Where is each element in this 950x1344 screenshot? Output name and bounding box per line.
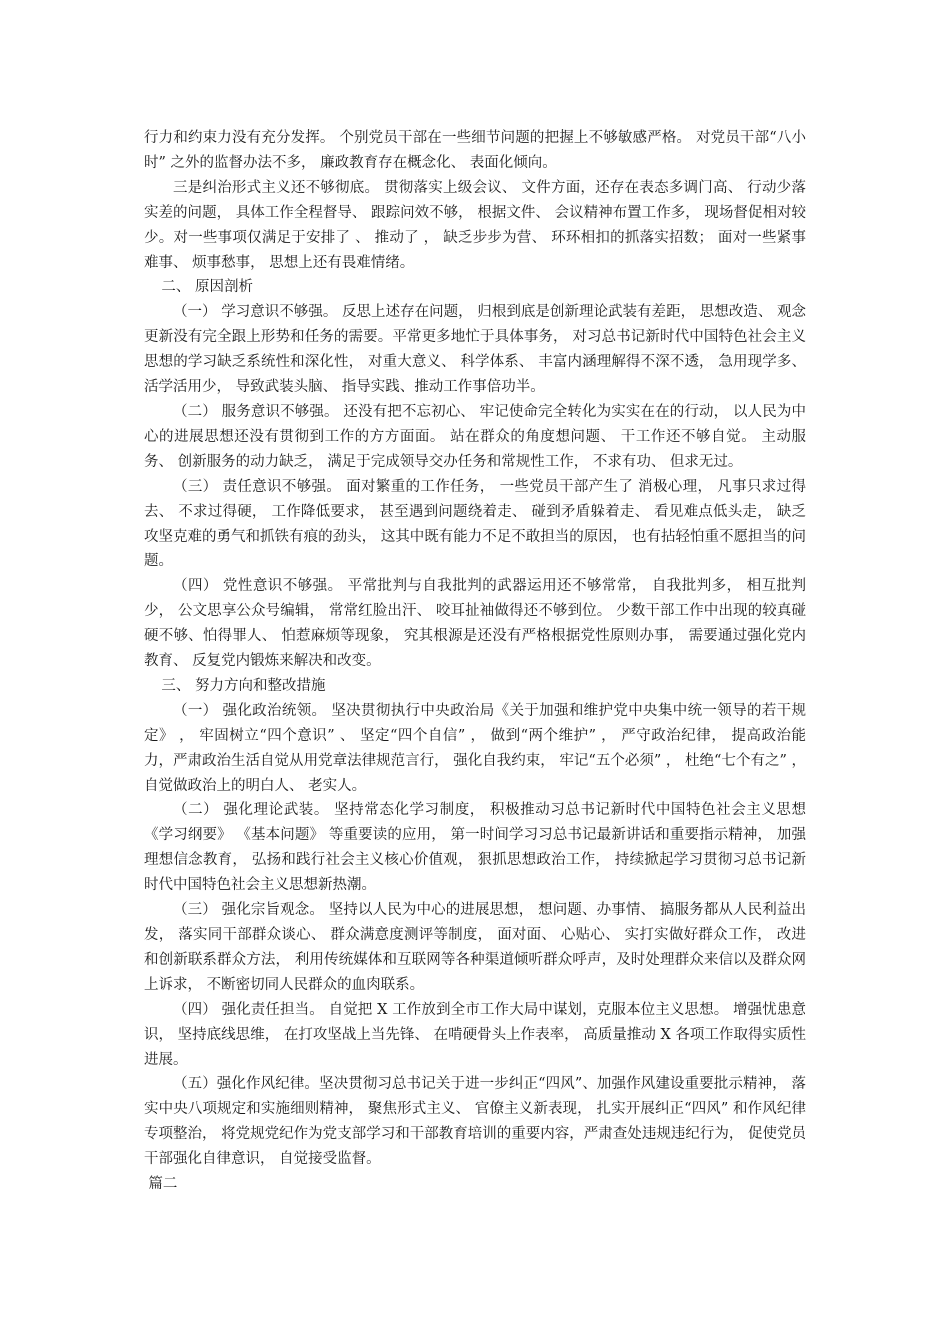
next-part-label: 篇二 xyxy=(148,1176,178,1193)
intro-continuation: 行力和约束力没有充分发挥。 个别党员干部在一些细节问题的把握上不够敏感严格。 对党员干部“八小时” 之外的监督办法不多， 廉政教育存在概念化、 表面化倾向。 xyxy=(144,130,806,171)
measure-paragraph-5: （五）强化作风纪律。坚决贯彻习总书记关于进一步纠正“四风”、加强作风建设重要批示精神， 落实中央八项规定和实施细则精神， 聚焦形式主义、 官僚主义新表现， 扎实开展纠正“四风” 和作风纪律专项整治， 将党规党纪作为党支部学习和干部教育培训的重要内容，严肃查处违规违纪行为， 促使党员干部强化自律意识， 自觉接受监督。 xyxy=(144,1076,806,1168)
cause-paragraph-3: （三） 责任意识不够强。 面对繁重的工作任务， 一些党员干部产生了 消极心理， 凡事只求过得去、 不求过得硬， 工作降低要求， 甚至遇到问题绕着走、 碰到矛盾躲着走、 看见难点低头走， 缺乏攻坚克难的勇气和抓铁有痕的劲头， 这其中既有能力不足不敢担当的原因， 也有拈轻怕重不愿担当的问题。 xyxy=(144,478,806,570)
point-three-paragraph: 三是纠治形式主义还不够彻底。 贯彻落实上级会议、 文件方面，还存在表态多调门高、 行动少落实差的问题， 具体工作全程督导、 跟踪问效不够， 根据文件、 会议精神布置工作多， 现场督促相对较少。对一些事项仅满足于安排了 、 推动了 ， 缺乏步步为营、 环环相扣的抓落实招数； 面对一些紧事难事、 烦事愁事， 思想上还有畏难情绪。 xyxy=(144,179,806,271)
cause-paragraph-2: （二） 服务意识不够强。 还没有把不忘初心、 牢记使命完全转化为实实在在的行动， 以人民为中心的进展思想还没有贯彻到工作的方方面面。 站在群众的角度想问题、 干工作还不够自觉。 主动服务、 创新服务的动力缺乏， 满足于完成领导交办任务和常规性工作， 不求有功、 但求无过。 xyxy=(144,403,806,470)
cause-paragraph-1: （一） 学习意识不够强。 反思上述存在问题， 归根到底是创新理论武装有差距， 思想改造、 观念更新没有完全跟上形势和任务的需要。平常更多地忙于具体事务， 对习总书记新时代中国特色社会主义思想的学习缺乏系统性和深化性， 对重大意义、 科学体系、 丰富内涵理解得不深不透， 急用现学多、 活学活用少， 导致武装头脑、 指导实践、推动工作事倍功半。 xyxy=(144,304,806,396)
section-two-heading: 二、 原因剖析 xyxy=(161,279,253,296)
measure-paragraph-3: （三） 强化宗旨观念。 坚持以人民为中心的进展思想， 想问题、办事情、 搞服务都从人民利益出发， 落实同干部群众谈心、 群众满意度测评等制度， 面对面、 心贴心、 实打实做好群众工作， 改进和创新联系群众方法， 利用传统媒体和互联网等各种渠道倾听群众呼声，及时处理群众来信以及群众网上诉求， 不断密切同人民群众的血肉联系。 xyxy=(144,902,806,993)
measure-paragraph-2: （二） 强化理论武装。 坚持常态化学习制度， 积极推动习总书记新时代中国特色社会主义思想《学习纲要》 《基本问题》 等重要读的应用， 第一时间学习习总书记最新讲话和重要指示精神， 加强理想信念教育， 弘扬和践行社会主义核心价值观， 狠抓思想政治工作， 持续掀起学习贯彻习总书记新时代中国特色社会主义思想新热潮。 xyxy=(144,802,806,894)
measure-paragraph-1: （一） 强化政治统领。 坚决贯彻执行中央政治局《关于加强和维护党中央集中统一领导的若干规定》 ， 牢固树立“四个意识” 、 坚定“四个自信” ， 做到“两个维护” ， 严守政治纪律， 提高政治能力，严肃政治生活自觉从用党章法律规范言行， 强化自我约束， 牢记“五个必须” ， 杜绝“七个有之” ， 自觉做政治上的明白人、 老实人。 xyxy=(144,702,806,794)
measure-paragraph-4: （四） 强化责任担当。 自觉把 X 工作放到全市工作大局中谋划，克服本位主义思想。 增强忧患意识， 坚持底线思维， 在打攻坚战上当先锋、 在啃硬骨头上作表率， 高质量推动 X 各项工作取得实质性进展。 xyxy=(144,1001,806,1068)
document-page xyxy=(144,126,806,1197)
section-three-heading: 三、 努力方向和整改措施 xyxy=(161,677,326,694)
cause-paragraph-4: （四） 党性意识不够强。 平常批判与自我批判的武器运用还不够常常， 自我批判多， 相互批判少， 公文思享公众号编辑， 常常红脸出汗、 咬耳扯袖做得还不够到位。 少数干部工作中出现的较真碰硬不够、怕得罪人、 怕惹麻烦等现象， 究其根源是还没有严格根据党性原则办事， 需要通过强化党内教育、 反复党内锻炼来解决和改变。 xyxy=(144,578,806,670)
